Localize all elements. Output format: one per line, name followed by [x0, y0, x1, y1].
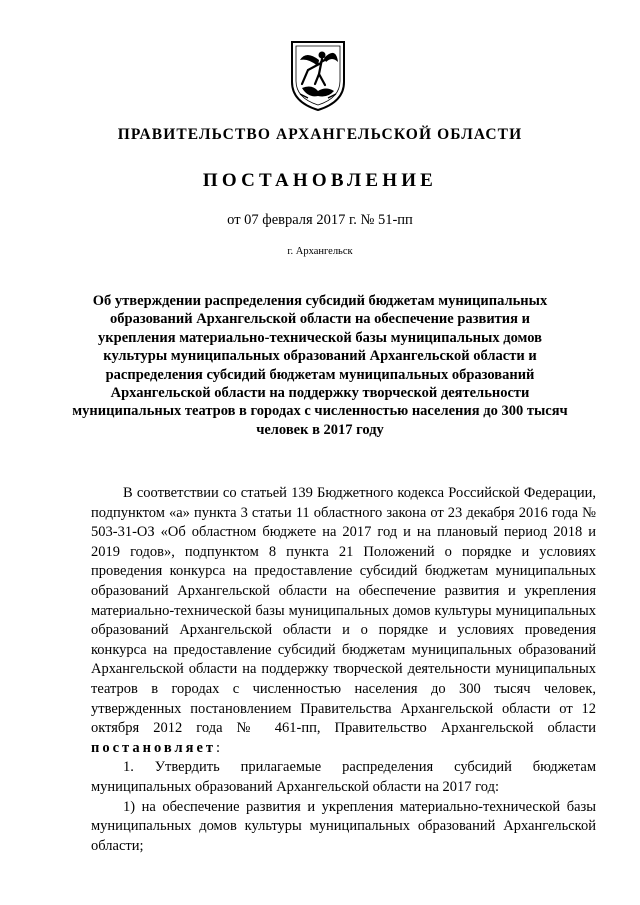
document-type: ПОСТАНОВЛЕНИЕ — [202, 170, 438, 191]
item-1-1-paragraph: 1) на обеспечение развития и укрепления материально-технической базы муниципальных домов культуры муниципальных образований Архангельской области; — [91, 798, 596, 854]
decree-colon: : — [216, 739, 221, 756]
date-and-number: от 07 февраля 2017 г. № 51-пп — [227, 212, 413, 228]
document-body — [91, 484, 596, 856]
city-name: г. Архангельск — [287, 246, 353, 257]
preamble-paragraph — [91, 484, 596, 758]
decree-word: постановляет — [91, 739, 217, 756]
coat-of-arms-emblem — [288, 38, 348, 112]
item-1-paragraph: 1. Утвердить прилагаемые распределения субсидий бюджетам муниципальных образований Архангельской области на 2017 год: — [91, 759, 596, 795]
preamble-text: В соответствии со статьей 139 Бюджетного кодекса Российской Федерации, подпунктом «а» пункта 3 статьи 11 областного закона от 23 декабря 2016 года № 503-31-ОЗ «Об областном бюджете на 2017 год и на плановый период 2018 и 2019 годов», подпунктом 8 пункта 21 Положений о порядке и условиях проведения конкурса на предоставление субсидий бюджетам муниципальных образований Архангельской области на обеспечение развития и укрепления материально-технической базы муниципальных домов культуры муниципальных образований Архангельской области и о порядке и условиях проведения конкурса на предоставление субсидий бюджетам муниципальных образований Архангельской области на поддержку творческой деятельности муниципальных театров в городах с численностью населения до 300 тысяч человек, утвержденных постановлением Правительства Архангельской области от 12 октября 2012 года № 461-пп, Правительство Архангельской области — [91, 485, 596, 737]
government-name: ПРАВИТЕЛЬСТВО АРХАНГЕЛЬСКОЙ ОБЛАСТИ — [117, 126, 523, 143]
document-title: Об утверждении распределения субсидий бюджетам муниципальных образований Архангельской области на обеспечение развития и укрепления материально-технической базы муниципальных домов культуры муниципальных образований Архангельской области и распределения субсидий бюджетам муниципальных образований Архангельской области на поддержку творческой деятельности муниципальных театров в городах с численностью населения до 300 тысяч человек в 2017 году — [72, 293, 568, 438]
